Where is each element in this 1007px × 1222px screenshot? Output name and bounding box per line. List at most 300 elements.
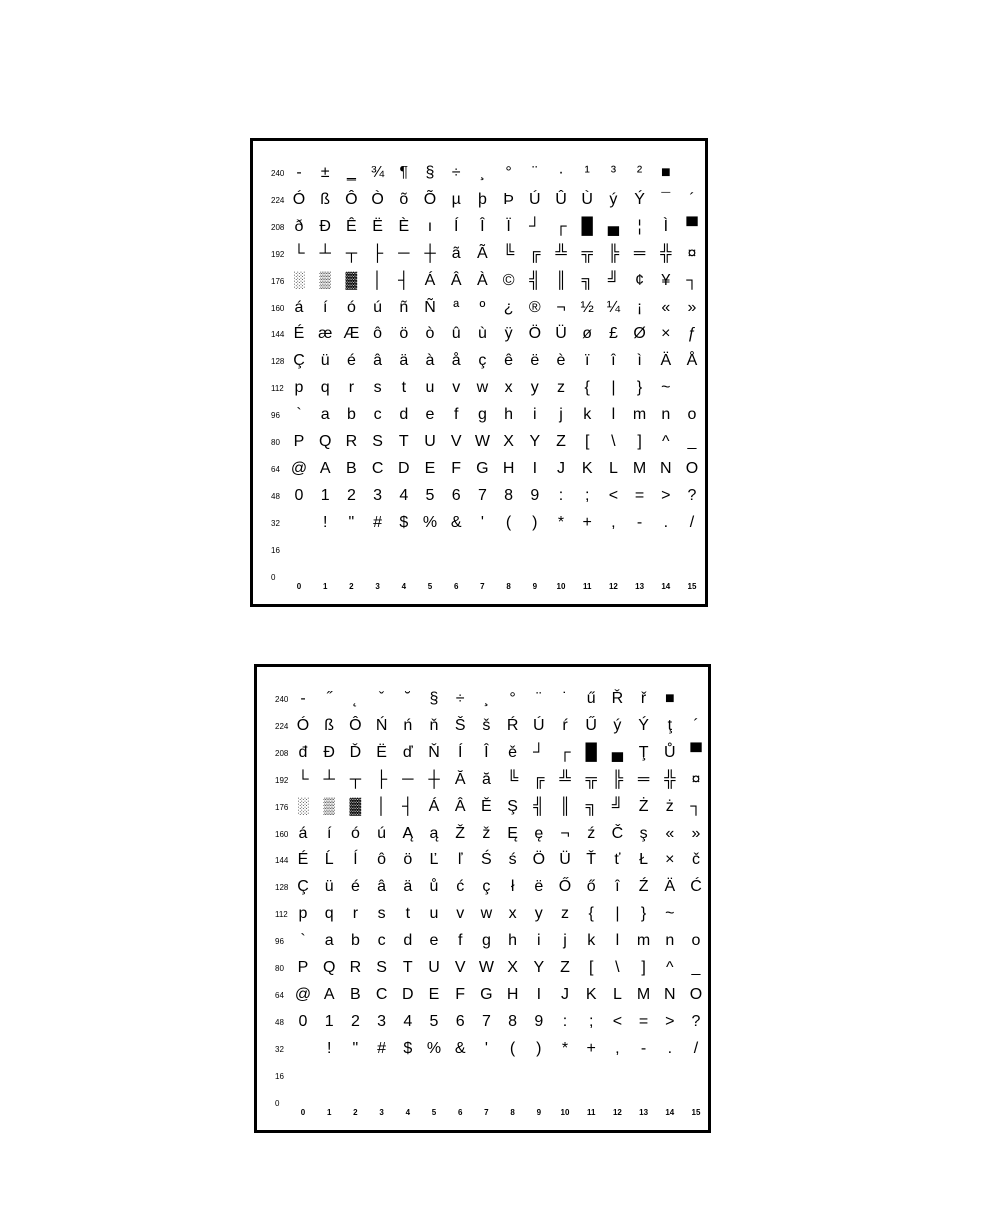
glyph-cell: Ş xyxy=(507,797,518,815)
glyph-cell: Ę xyxy=(507,824,518,842)
glyph-cell: ı xyxy=(427,217,433,235)
glyph-cell: ť xyxy=(614,851,621,869)
glyph-cell: z xyxy=(561,905,569,923)
glyph-cell: ─ xyxy=(402,770,414,788)
glyph-cell: Š xyxy=(454,716,466,734)
glyph-cell: ¤ xyxy=(687,244,697,262)
glyph-cell: ╔ xyxy=(529,244,541,262)
glyph-cell: v xyxy=(456,905,465,923)
column-label: 15 xyxy=(691,1108,701,1117)
glyph-cell: ð xyxy=(294,217,304,235)
glyph-cell: - xyxy=(636,513,643,531)
glyph-cell: ┘ xyxy=(533,743,545,761)
glyph-cell: È xyxy=(398,217,410,235)
glyph-cell: ç xyxy=(482,878,491,896)
glyph-cell: Î xyxy=(480,217,485,235)
glyph-cell: ÷ xyxy=(455,690,465,707)
glyph-cell: N xyxy=(660,459,672,477)
glyph-cell: Y xyxy=(529,433,541,450)
column-label: 6 xyxy=(457,1108,463,1117)
column-label: 7 xyxy=(480,582,485,591)
glyph-cell: ¢ xyxy=(635,271,645,289)
glyph-cell: e xyxy=(429,932,439,950)
glyph-cell: ├ xyxy=(371,244,384,262)
glyph-cell: ä xyxy=(399,352,409,370)
glyph-cell: ł xyxy=(510,878,515,896)
row-label: 32 xyxy=(275,1044,284,1054)
glyph-cell: ╠ xyxy=(607,244,620,262)
glyph-cell: à xyxy=(425,352,435,370)
glyph-cell: ╔ xyxy=(533,770,545,788)
glyph-cell: Ő xyxy=(558,878,572,896)
glyph-cell: # xyxy=(373,513,383,531)
column-label: 4 xyxy=(401,582,407,591)
glyph-cell: , xyxy=(615,1039,620,1057)
column-label: 3 xyxy=(375,582,380,591)
glyph-cell: þ xyxy=(477,190,487,208)
glyph-cell: ^ xyxy=(666,959,674,976)
glyph-cell: " xyxy=(348,513,355,531)
glyph-cell: K xyxy=(581,459,593,477)
glyph-cell: + xyxy=(582,513,592,531)
glyph-cell: Í xyxy=(453,217,459,235)
glyph-cell: g xyxy=(481,932,491,950)
glyph-cell: < xyxy=(612,1012,623,1030)
glyph-cell: Ŕ xyxy=(506,716,519,734)
glyph-cell: ' xyxy=(484,1039,488,1057)
glyph-cell: ¾ xyxy=(370,164,385,181)
glyph-cell: Y xyxy=(533,959,545,976)
glyph-cell: % xyxy=(426,1039,442,1057)
glyph-cell: Ţ xyxy=(638,743,649,761)
code-page-chart-bottom xyxy=(254,664,711,1133)
glyph-cell: Ń xyxy=(375,716,388,734)
glyph-cell: i xyxy=(533,406,537,424)
glyph-cell: * xyxy=(561,1039,569,1057)
glyph-cell: L xyxy=(612,985,622,1003)
column-label: 0 xyxy=(296,582,302,591)
row-label: 144 xyxy=(275,856,289,866)
glyph-cell: Þ xyxy=(503,190,514,208)
glyph-cell: O xyxy=(685,459,699,477)
glyph-cell: q xyxy=(320,379,330,397)
glyph-cell: 4 xyxy=(399,486,409,504)
glyph-cell: 8 xyxy=(508,1012,518,1030)
glyph-cell: û xyxy=(451,325,461,343)
glyph-cell: Ø xyxy=(633,325,646,343)
glyph-cell: » xyxy=(691,824,701,842)
glyph-cell: $ xyxy=(403,1039,413,1057)
glyph-cell: ô xyxy=(373,325,383,343)
glyph-cell: Č xyxy=(611,824,624,842)
glyph-cell: ‗ xyxy=(346,164,356,181)
glyph-cell: Î xyxy=(484,743,489,761)
glyph-cell: { xyxy=(584,379,590,397)
glyph-cell: ê xyxy=(504,352,514,370)
glyph-cell: - xyxy=(640,1039,647,1057)
glyph-cell: ¨ xyxy=(532,164,538,181)
glyph-cell: ˙ xyxy=(562,690,568,707)
glyph-cell: A xyxy=(323,985,335,1003)
row-label: 112 xyxy=(271,384,284,394)
glyph-cell: đ xyxy=(298,743,308,761)
glyph-cell: Æ xyxy=(343,325,360,343)
glyph-cell: $ xyxy=(399,513,409,531)
glyph-cell: ° xyxy=(509,690,516,707)
column-label: 12 xyxy=(612,1108,622,1117)
glyph-cell: H xyxy=(506,985,519,1003)
glyph-cell: t xyxy=(401,379,407,397)
glyph-cell: ţ xyxy=(667,716,673,734)
glyph-cell: × xyxy=(665,851,675,869)
glyph-cell: d xyxy=(403,932,413,950)
row-label: 208 xyxy=(275,748,289,758)
glyph-cell: p xyxy=(298,905,308,923)
glyph-cell: ´ xyxy=(689,190,695,208)
glyph-cell: C xyxy=(371,459,384,477)
glyph-cell: Ü xyxy=(559,851,571,869)
glyph-cell: { xyxy=(588,905,594,923)
glyph-cell: n xyxy=(665,932,675,950)
glyph-cell: Ž xyxy=(455,824,466,842)
glyph-cell: = xyxy=(634,486,645,504)
glyph-cell: ╣ xyxy=(533,797,545,815)
glyph-cell: I xyxy=(532,459,538,477)
glyph-cell: a xyxy=(320,406,330,424)
glyph-cell: █ xyxy=(581,217,593,235)
glyph-cell: c xyxy=(377,932,386,950)
column-label: 5 xyxy=(431,1108,437,1117)
row-label: 208 xyxy=(271,222,285,232)
glyph-cell: ' xyxy=(480,513,484,531)
glyph-cell: 0 xyxy=(298,1012,308,1030)
row-label: 96 xyxy=(275,937,284,947)
glyph-cell: j xyxy=(559,406,563,424)
glyph-cell: └ xyxy=(293,244,305,262)
glyph-cell: Z xyxy=(556,433,566,450)
glyph-cell: ░ xyxy=(293,271,305,289)
glyph-cell: @ xyxy=(290,459,308,477)
row-label: 48 xyxy=(275,1017,284,1027)
glyph-cell: ¯ xyxy=(661,190,671,208)
glyph-cell: W xyxy=(478,959,494,976)
glyph-cell: ¶ xyxy=(399,164,409,181)
row-label: 32 xyxy=(271,518,280,528)
glyph-cell: Ö xyxy=(532,851,546,869)
glyph-cell: ¨ xyxy=(536,690,542,707)
glyph-cell: j xyxy=(563,932,567,950)
glyph-cell: ` xyxy=(296,406,302,424)
glyph-cell: 2 xyxy=(350,1012,360,1030)
glyph-cell: â xyxy=(377,878,387,896)
glyph-cell: ) xyxy=(536,1039,542,1057)
glyph-cell: ý xyxy=(609,190,618,208)
column-label: 8 xyxy=(510,1108,515,1117)
column-label: 15 xyxy=(687,582,697,591)
glyph-cell: Ö xyxy=(528,325,542,343)
glyph-cell: © xyxy=(502,271,515,289)
glyph-cell: A xyxy=(319,459,331,477)
column-label: 2 xyxy=(349,582,354,591)
glyph-cell: ■ xyxy=(660,164,671,181)
row-label: 80 xyxy=(275,964,284,973)
column-label: 1 xyxy=(326,1108,332,1117)
glyph-cell: b xyxy=(346,406,356,424)
glyph-cell: Ã xyxy=(477,244,488,262)
glyph-cell: T xyxy=(398,433,409,450)
glyph-cell: m xyxy=(632,406,647,424)
glyph-cell: & xyxy=(454,1039,466,1057)
glyph-cell: ° xyxy=(505,164,512,181)
glyph-cell: k xyxy=(583,406,592,424)
glyph-cell: F xyxy=(455,985,466,1003)
glyph-cell: k xyxy=(587,932,596,950)
glyph-cell: Đ xyxy=(323,743,335,761)
glyph-cell: 3 xyxy=(377,1012,387,1030)
glyph-cell: p xyxy=(294,379,304,397)
glyph-cell: E xyxy=(424,459,436,477)
glyph-cell: Û xyxy=(555,190,567,208)
glyph-cell: x xyxy=(508,905,517,923)
column-label: 9 xyxy=(532,582,538,591)
glyph-cell: \ xyxy=(611,433,616,450)
glyph-cell: Ì xyxy=(663,217,669,235)
row-label: 240 xyxy=(271,169,285,178)
glyph-cell: Ê xyxy=(346,217,357,235)
glyph-cell: ó xyxy=(346,298,356,316)
glyph-cell: ╚ xyxy=(506,770,519,788)
glyph-cell: v xyxy=(452,379,461,397)
glyph-cell: Ù xyxy=(581,190,593,208)
column-label: 2 xyxy=(353,1108,358,1117)
glyph-cell: é xyxy=(350,878,360,896)
glyph-cell: ű xyxy=(586,690,596,707)
glyph-cell: Ź xyxy=(638,878,649,896)
glyph-cell: ¸ xyxy=(483,690,490,707)
glyph-cell: À xyxy=(477,271,488,289)
glyph-cell: Ą xyxy=(402,824,414,842)
glyph-cell: ď xyxy=(402,743,413,761)
glyph-cell: â xyxy=(373,352,383,370)
glyph-cell: ┐ xyxy=(690,797,702,815)
glyph-cell: č xyxy=(692,851,700,869)
row-label: 128 xyxy=(271,357,285,367)
glyph-cell: y xyxy=(530,379,539,397)
glyph-cell: < xyxy=(608,486,619,504)
glyph-cell: õ xyxy=(399,190,409,208)
glyph-cell: ┐ xyxy=(686,271,698,289)
row-label: 176 xyxy=(275,802,289,812)
glyph-cell: ┴ xyxy=(323,770,335,788)
glyph-cell: J xyxy=(561,985,569,1003)
glyph-cell: ■ xyxy=(664,690,675,707)
glyph-cell: ] xyxy=(641,959,646,976)
glyph-cell: ì xyxy=(637,352,642,370)
glyph-cell: Ż xyxy=(638,797,649,815)
glyph-cell: n xyxy=(661,406,671,424)
glyph-cell: : xyxy=(558,486,564,504)
glyph-cell: Í xyxy=(457,743,463,761)
glyph-cell: ò xyxy=(425,325,435,343)
glyph-cell: Ă xyxy=(454,770,466,788)
glyph-cell: ╦ xyxy=(581,244,593,262)
glyph-cell: g xyxy=(477,406,487,424)
glyph-cell: W xyxy=(474,433,490,450)
glyph-cell: Õ xyxy=(423,190,437,208)
glyph-cell: ┼ xyxy=(428,770,440,788)
glyph-cell: X xyxy=(503,433,514,450)
glyph-cell: T xyxy=(402,959,413,976)
glyph-cell: á xyxy=(298,824,308,842)
column-label: 7 xyxy=(484,1108,489,1117)
glyph-cell: 7 xyxy=(481,1012,491,1030)
glyph-cell: Q xyxy=(322,959,336,976)
glyph-cell: ú xyxy=(373,298,383,316)
glyph-cell: ń xyxy=(403,716,413,734)
row-label: 16 xyxy=(275,1071,284,1081)
glyph-cell: Ý xyxy=(634,190,645,208)
column-label: 13 xyxy=(639,1108,649,1117)
glyph-cell: ˛ xyxy=(352,690,359,707)
glyph-cell: m xyxy=(636,932,651,950)
glyph-cell: : xyxy=(562,1012,568,1030)
glyph-cell: ╝ xyxy=(607,271,620,289)
row-label: 112 xyxy=(275,910,288,920)
glyph-cell: Ť xyxy=(586,851,597,869)
glyph-cell: ; xyxy=(588,1012,594,1030)
glyph-cell: U xyxy=(428,959,440,976)
row-label: 160 xyxy=(271,303,285,313)
glyph-cell: ¼ xyxy=(606,298,621,316)
glyph-cell: ľ xyxy=(457,851,463,869)
glyph-cell: V xyxy=(450,433,462,450)
row-label: 240 xyxy=(275,695,289,704)
glyph-cell: í xyxy=(322,298,328,316)
glyph-cell: S xyxy=(376,959,387,976)
glyph-cell: / xyxy=(689,513,695,531)
glyph-cell: Ç xyxy=(297,878,309,896)
glyph-cell: & xyxy=(450,513,462,531)
glyph-cell: ´ xyxy=(693,716,699,734)
glyph-cell: [ xyxy=(584,433,590,450)
glyph-cell: ô xyxy=(377,851,387,869)
glyph-cell: ÿ xyxy=(504,325,513,343)
glyph-cell: ┬ xyxy=(349,770,362,788)
glyph-cell: ║ xyxy=(555,271,567,289)
glyph-cell: > xyxy=(665,1012,675,1030)
glyph-cell: H xyxy=(502,459,515,477)
glyph-cell: Ř xyxy=(611,690,624,707)
glyph-cell: ¿ xyxy=(503,298,514,316)
glyph-cell: ▄ xyxy=(611,743,624,761)
glyph-cell: « xyxy=(661,298,671,316)
glyph-cell: R xyxy=(349,959,362,976)
glyph-cell: | xyxy=(611,379,616,397)
glyph-cell: h xyxy=(508,932,518,950)
glyph-cell: ŕ xyxy=(562,716,568,734)
glyph-cell: G xyxy=(476,459,489,477)
glyph-cell: º xyxy=(479,298,486,316)
glyph-cell: 1 xyxy=(320,486,330,504)
column-label: 8 xyxy=(506,582,511,591)
glyph-cell: c xyxy=(373,406,382,424)
glyph-cell: ą xyxy=(429,824,439,842)
glyph-cell: × xyxy=(661,325,671,343)
glyph-cell: ─ xyxy=(398,244,410,262)
glyph-cell: ╣ xyxy=(529,271,541,289)
glyph-cell: 7 xyxy=(477,486,487,504)
glyph-cell: ├ xyxy=(375,770,388,788)
column-label: 6 xyxy=(453,582,459,591)
glyph-cell: § xyxy=(425,164,435,181)
glyph-cell: s xyxy=(377,905,386,923)
glyph-cell: ] xyxy=(637,433,642,450)
glyph-cell: ź xyxy=(587,824,596,842)
column-label: 1 xyxy=(322,582,328,591)
glyph-cell: á xyxy=(294,298,304,316)
glyph-cell: ╗ xyxy=(581,271,593,289)
glyph-cell: 9 xyxy=(534,1012,544,1030)
glyph-cell: Ô xyxy=(345,190,358,208)
glyph-cell: ▒ xyxy=(323,797,335,815)
row-label: 64 xyxy=(275,990,284,1000)
glyph-cell: @ xyxy=(294,985,312,1003)
glyph-cell: Ě xyxy=(481,797,492,815)
row-label: 0 xyxy=(271,572,276,582)
glyph-cell: ć xyxy=(456,878,465,896)
glyph-cell: a xyxy=(324,932,334,950)
glyph-cell: ║ xyxy=(559,797,571,815)
glyph-cell: ¡ xyxy=(636,298,643,316)
column-label: 14 xyxy=(665,1108,675,1117)
glyph-cell: █ xyxy=(585,743,597,761)
glyph-cell: > xyxy=(661,486,671,504)
glyph-cell: ř xyxy=(640,690,647,707)
glyph-cell: 8 xyxy=(504,486,514,504)
glyph-cell: Ä xyxy=(664,878,676,896)
column-label: 9 xyxy=(536,1108,542,1117)
glyph-cell: š xyxy=(482,716,491,734)
glyph-cell: ┌ xyxy=(559,743,571,761)
glyph-cell: Ĺ xyxy=(324,851,334,869)
glyph-cell: t xyxy=(405,905,411,923)
glyph-cell: _ xyxy=(687,433,697,450)
glyph-cell: ! xyxy=(326,1039,332,1057)
glyph-cell: ╦ xyxy=(585,770,597,788)
glyph-cell: ś xyxy=(508,851,517,869)
glyph-cell: · xyxy=(558,164,564,181)
glyph-cell: U xyxy=(424,433,436,450)
glyph-cell: « xyxy=(665,824,675,842)
glyph-cell: . xyxy=(663,513,669,531)
glyph-cell: 5 xyxy=(425,486,435,504)
glyph-cell: % xyxy=(422,513,438,531)
glyph-cell: è xyxy=(556,352,566,370)
glyph-cell: ▓ xyxy=(349,797,362,815)
glyph-cell: Ú xyxy=(533,716,545,734)
glyph-cell: Ô xyxy=(349,716,362,734)
glyph-cell: 4 xyxy=(403,1012,413,1030)
glyph-cell: } xyxy=(636,379,643,397)
glyph-cell: Ë xyxy=(376,743,387,761)
glyph-cell: Ë xyxy=(372,217,383,235)
glyph-cell: ▒ xyxy=(319,271,331,289)
glyph-cell: - xyxy=(300,690,306,707)
glyph-cell: ╗ xyxy=(585,797,597,815)
glyph-cell: Q xyxy=(318,433,332,450)
glyph-cell: æ xyxy=(318,325,333,343)
glyph-cell: É xyxy=(297,851,309,869)
